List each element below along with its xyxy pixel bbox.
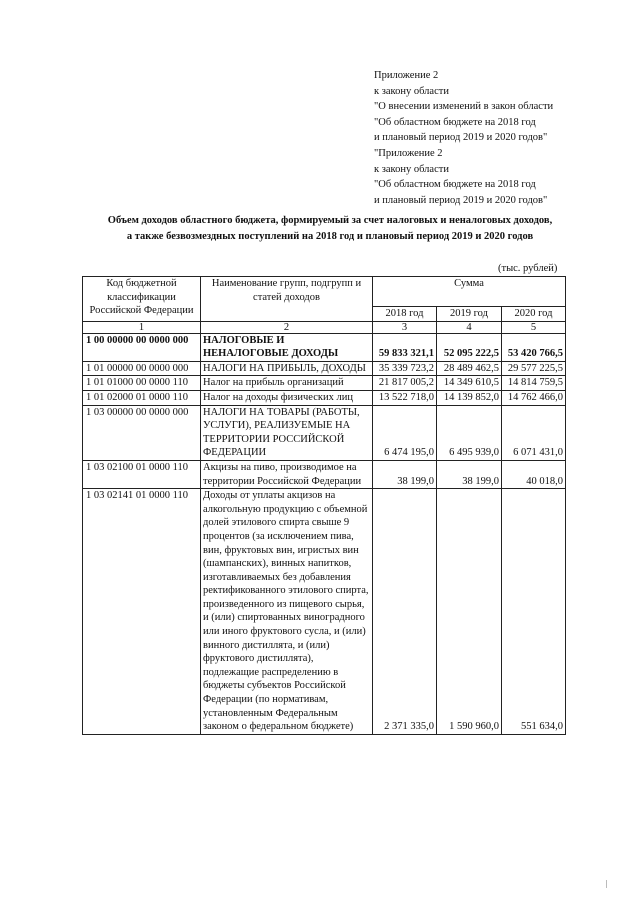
column-number: 2 — [201, 321, 373, 333]
row-name: НАЛОГИ НА ТОВАРЫ (РАБОТЫ, УСЛУГИ), РЕАЛИЗУЕМЫЕ НА ТЕРРИТОРИИ РОССИЙСКОЙ ФЕДЕРАЦИИ — [201, 405, 373, 460]
appendix-line: "О внесении изменений в закон области — [374, 101, 554, 113]
row-value-2018: 6 474 195,0 — [373, 405, 437, 460]
column-number: 4 — [437, 321, 502, 333]
row-code: 1 03 02141 01 0000 110 — [83, 489, 201, 735]
row-value-2019: 52 095 222,5 — [437, 333, 502, 361]
row-code: 1 01 01000 00 0000 110 — [83, 376, 201, 391]
row-value-2018: 21 817 005,2 — [373, 376, 437, 391]
appendix-line: "Об областном бюджете на 2018 год — [374, 116, 536, 128]
column-number-row — [83, 321, 566, 333]
row-name: Налог на доходы физических лиц — [201, 390, 373, 405]
row-name: Доходы от уплаты акцизов на алкогольную продукцию с объемной долей этилового спирта свыше 9 процентов (за исключением пива, вин, фруктовых вин, игристых вин (шампанских), винных напитков, изготавливаемых без добавления ректификованного этилового спирта, произведенного из пищевого сырья, и (или) спиртованных виноградного или иного фруктового сусла, и (или) винного дистиллята, и (или) фруктового дистиллята), подлежащие распределению в бюджеты субъектов Российской Федерации (по нормативам, установленным Федеральным законом о федеральном бюджете) — [201, 489, 373, 735]
table-row — [83, 489, 566, 735]
appendix-line: "Приложение 2 — [374, 147, 443, 159]
revenue-table — [82, 276, 566, 735]
table-row — [83, 390, 566, 405]
row-value-2019: 14 349 610,5 — [437, 376, 502, 391]
header-name: Наименование групп, подгрупп и статей доходов — [201, 277, 373, 322]
row-name: Акцизы на пиво, производимое на территории Российской Федерации — [201, 460, 373, 488]
row-code: 1 00 00000 00 0000 000 — [83, 333, 201, 361]
row-value-2020: 40 018,0 — [502, 460, 566, 488]
row-code: 1 01 02000 01 0000 110 — [83, 390, 201, 405]
row-value-2019: 28 489 462,5 — [437, 361, 502, 376]
table-row — [83, 405, 566, 460]
row-code: 1 01 00000 00 0000 000 — [83, 361, 201, 376]
column-number: 5 — [502, 321, 566, 333]
appendix-line: и плановый период 2019 и 2020 годов" — [374, 194, 548, 206]
header-year-2020: 2020 год — [502, 307, 566, 322]
row-value-2020: 14 814 759,5 — [502, 376, 566, 391]
appendix-line: к закону области — [374, 163, 449, 175]
row-code: 1 03 02100 01 0000 110 — [83, 460, 201, 488]
row-name: НАЛОГИ НА ПРИБЫЛЬ, ДОХОДЫ — [201, 361, 373, 376]
row-value-2018: 38 199,0 — [373, 460, 437, 488]
row-value-2019: 1 590 960,0 — [437, 489, 502, 735]
scan-mark — [606, 880, 607, 888]
row-value-2018: 13 522 718,0 — [373, 390, 437, 405]
row-value-2019: 6 495 939,0 — [437, 405, 502, 460]
row-value-2019: 38 199,0 — [437, 460, 502, 488]
table-row — [83, 361, 566, 376]
header-sum: Сумма — [373, 277, 566, 307]
table-row — [83, 376, 566, 391]
title-line: а также безвозмездных поступлений на 2018 год и плановый период 2019 и 2020 годов — [126, 230, 534, 242]
row-code: 1 03 00000 00 0000 000 — [83, 405, 201, 460]
row-value-2018: 35 339 723,2 — [373, 361, 437, 376]
column-number: 3 — [373, 321, 437, 333]
appendix-line: Приложение 2 — [374, 70, 439, 81]
table-row — [83, 333, 566, 361]
table-row — [83, 460, 566, 488]
row-value-2020: 29 577 225,5 — [502, 361, 566, 376]
header-code: Код бюджетной классификации Российской Федерации — [83, 277, 201, 322]
header-year-2019: 2019 год — [437, 307, 502, 322]
header-row — [83, 277, 566, 307]
row-name: Налог на прибыль организаций — [201, 376, 373, 391]
title-line: Объем доходов областного бюджета, формируемый за счет налоговых и неналоговых доходов, — [107, 215, 553, 226]
row-name: НАЛОГОВЫЕ И НЕНАЛОГОВЫЕ ДОХОДЫ — [201, 333, 373, 361]
row-value-2018: 59 833 321,1 — [373, 333, 437, 361]
appendix-line: к закону области — [374, 85, 449, 97]
column-number: 1 — [83, 321, 201, 333]
row-value-2020: 53 420 766,5 — [502, 333, 566, 361]
appendix-line: и плановый период 2019 и 2020 годов" — [374, 132, 548, 144]
row-value-2018: 2 371 335,0 — [373, 489, 437, 735]
row-value-2020: 551 634,0 — [502, 489, 566, 735]
row-value-2019: 14 139 852,0 — [437, 390, 502, 405]
appendix-line: "Об областном бюджете на 2018 год — [374, 179, 536, 191]
row-value-2020: 14 762 466,0 — [502, 390, 566, 405]
appendix-note — [374, 68, 553, 208]
header-year-2018: 2018 год — [373, 307, 437, 322]
row-value-2020: 6 071 431,0 — [502, 405, 566, 460]
document-title — [70, 213, 590, 244]
unit-label: (тыс. рублей) — [498, 263, 558, 274]
